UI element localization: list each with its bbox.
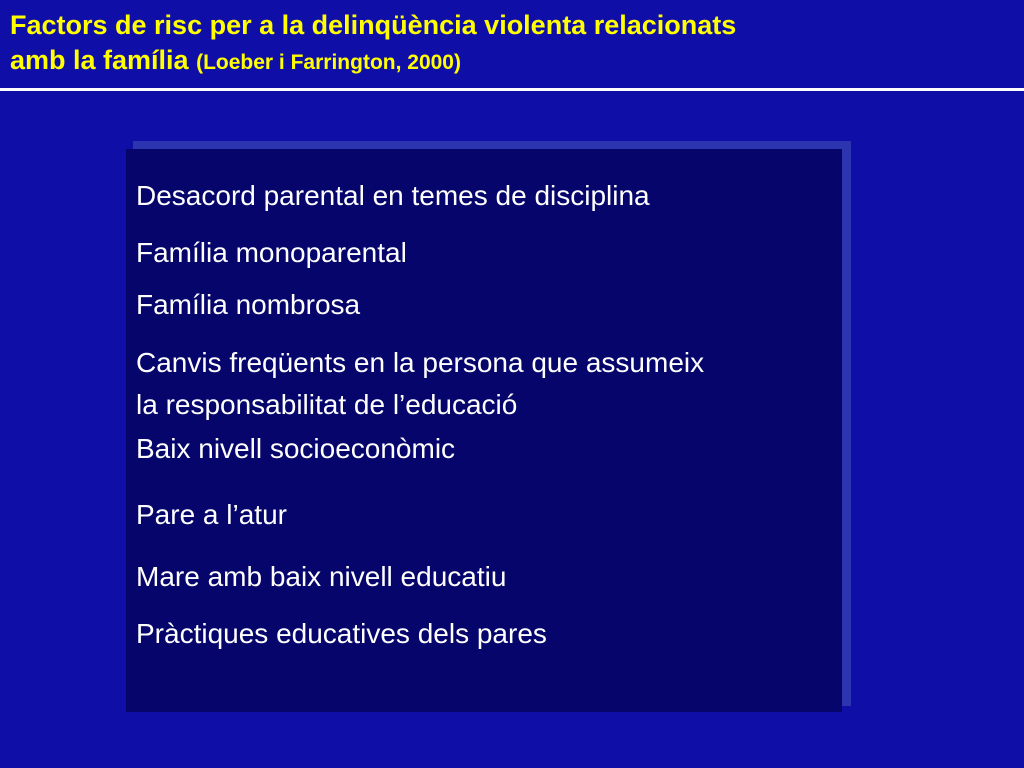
title-divider bbox=[0, 88, 1024, 91]
factor-item: Baix nivell socioeconòmic bbox=[136, 433, 456, 464]
factor-item: Desacord parental en temes de disciplina bbox=[136, 180, 650, 211]
title-citation: (Loeber i Farrington, 2000) bbox=[196, 51, 461, 74]
slide-title bbox=[10, 8, 1010, 80]
factor-item: Pràctiques educatives dels pares bbox=[136, 618, 547, 649]
title-line-2 bbox=[10, 43, 1010, 80]
factor-item-continuation: la responsabilitat de l’educació bbox=[136, 389, 518, 420]
factor-item: Família monoparental bbox=[136, 237, 407, 268]
factor-item: Mare amb baix nivell educatiu bbox=[136, 561, 507, 592]
title-line-1: Factors de risc per a la delinqüència violenta relacionats bbox=[10, 10, 737, 40]
factor-item: Família nombrosa bbox=[136, 289, 361, 320]
title-main: amb la família bbox=[10, 45, 189, 75]
factor-item: Pare a l’atur bbox=[136, 499, 287, 530]
factor-item: Canvis freqüents en la persona que assumeix bbox=[136, 347, 705, 378]
